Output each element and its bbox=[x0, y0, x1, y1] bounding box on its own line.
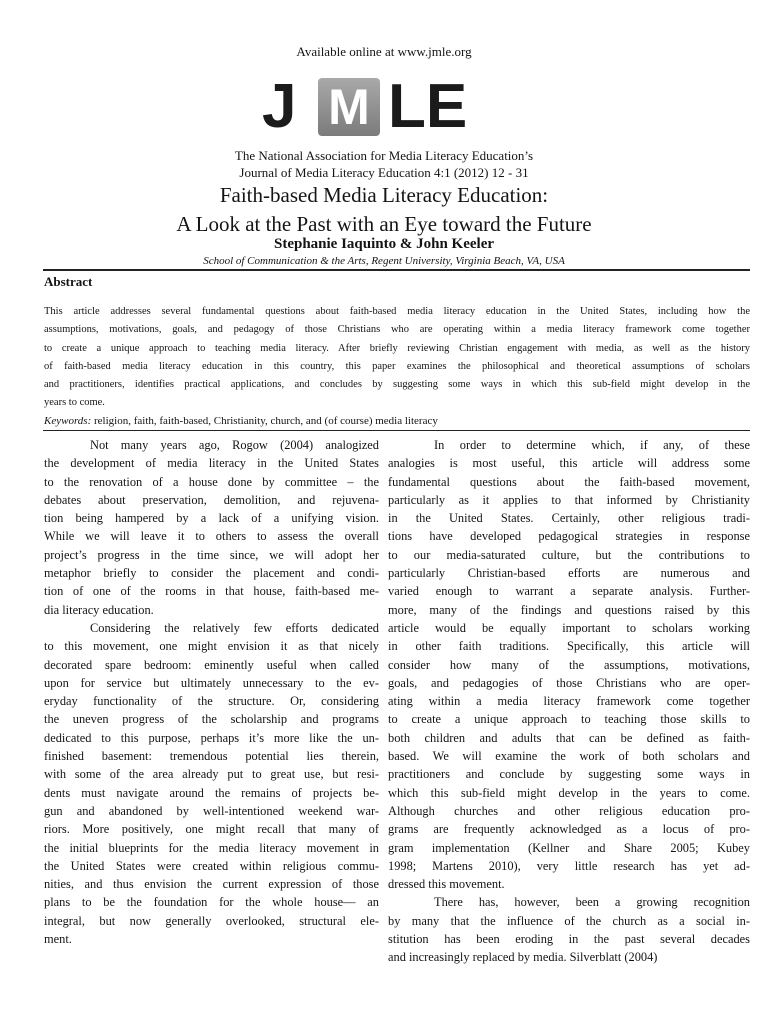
jmle-logo bbox=[256, 72, 510, 142]
body-line: tion being hampered by a lack of a unifying vision. bbox=[44, 511, 379, 526]
body-line: analogies is most useful, this article will address some bbox=[388, 456, 750, 471]
body-line: plans to be the foundation for the whole house— an bbox=[44, 895, 379, 910]
body-line: particularly Christian-based efforts are numerous and bbox=[388, 566, 750, 581]
abstract-line: of faith-based media literacy education in this country, this paper examines the philosophical and theoretical assumptions of scholars bbox=[44, 360, 750, 372]
body-line: riors. More positively, one might recall that many of bbox=[44, 822, 379, 837]
journal-citation: Journal of Media Literacy Education 4:1 (2012) 12 - 31 bbox=[239, 165, 529, 180]
body-line: ment. bbox=[44, 932, 72, 947]
body-line: gram implementation (Kellner and Share 2005; Kubey bbox=[388, 840, 750, 855]
body-line: dressed this movement. bbox=[388, 877, 505, 892]
body-line: project’s progress in the time since, we will adopt her bbox=[44, 547, 379, 562]
body-line: finished basement: tremendous potential lies therein, bbox=[44, 749, 379, 764]
abstract-rule bbox=[43, 430, 750, 431]
availability-line: Available online at www.jmle.org bbox=[296, 44, 472, 59]
body-line: Although churches and other religious education pro- bbox=[388, 803, 750, 818]
body-line: Considering the relatively few efforts dedicated bbox=[90, 620, 379, 635]
abstract-line: to create a unique approach to teaching media literacy. After briefly reviewing Christian engagement with media, as well as the history bbox=[44, 342, 750, 354]
body-line: metaphor briefly to consider the placement and condi- bbox=[44, 566, 379, 581]
body-line: In order to determine which, if any, of these bbox=[434, 438, 750, 452]
body-line: tion of one of the rooms in that house, faith-based me- bbox=[44, 584, 379, 599]
body-line: dia literacy education. bbox=[44, 602, 154, 617]
body-line: There has, however, been a growing recognition bbox=[434, 895, 750, 910]
body-line: the United States were created within religious commu- bbox=[44, 858, 379, 873]
body-line: While we will leave it to others to assess the overall bbox=[44, 529, 379, 544]
body-line: to create a unique approach to teaching those skills to bbox=[388, 712, 750, 727]
body-line: grams are frequently acknowledged as a locus of pro- bbox=[388, 822, 750, 837]
body-line: tions have developed pedagogical strategies in response bbox=[388, 529, 750, 544]
logo-letter-j: J bbox=[262, 72, 297, 141]
abstract-body bbox=[44, 303, 750, 413]
article-title-line-2: A Look at the Past with an Eye toward the Future bbox=[176, 212, 592, 236]
body-line: varied enough to warrant a separate analysis. Further- bbox=[388, 584, 750, 599]
body-line: article would be equally important to scholars working bbox=[388, 620, 750, 635]
body-line: goals, and pedagogies of those Christians who are oper- bbox=[388, 675, 750, 690]
keywords bbox=[44, 414, 750, 429]
body-line: fundamental questions about the faith-based movement, bbox=[388, 474, 750, 489]
body-line: to our media-saturated culture, but the contributions to bbox=[388, 547, 750, 562]
body-line: 1998; Martens 2010), very little research has yet ad- bbox=[388, 858, 750, 873]
body-line: the initial blueprints for the media literacy movement in bbox=[44, 840, 379, 855]
body-line: the uneven progress of the scholarship and programs bbox=[44, 712, 379, 727]
body-line: practitioners and conclude by suggesting some ways in bbox=[388, 767, 750, 782]
body-line: Not many years ago, Rogow (2004) analogized bbox=[90, 438, 379, 452]
header-rule bbox=[43, 269, 750, 271]
body-line: by many that the influence of the church as a social in- bbox=[388, 913, 750, 928]
body-line: and increasingly replaced by media. Silverblatt (2004) bbox=[388, 950, 658, 965]
body-line: in the United States. Certainly, other religious tradi- bbox=[388, 511, 750, 526]
body-line: to this movement, one might envision it as that nicely bbox=[44, 639, 379, 654]
body-line: ating within a media literacy framework come together bbox=[388, 694, 750, 709]
body-line: based. We will examine the work of both scholars and bbox=[388, 749, 750, 764]
body-line: integral, but now generally overlooked, structural ele- bbox=[44, 913, 379, 928]
abstract-line: years to come. bbox=[44, 397, 105, 409]
body-line: particularly as it applies to that informed by Christianity bbox=[388, 492, 750, 507]
abstract-line: This article addresses several fundamental questions about faith-based media literacy education in the United States, including how the bbox=[44, 306, 750, 317]
logo-letter-m: M bbox=[318, 78, 380, 136]
body-line: with some of the area already put to great use, but resi- bbox=[44, 767, 379, 782]
body-column-right bbox=[388, 436, 750, 967]
keywords-list: religion, faith, faith-based, Christianity, church, and (of course) media literacy bbox=[94, 415, 438, 427]
abstract-line: assumptions, motivations, goals, and pedagogy of those Christians who are operating within a media literacy framework come together bbox=[44, 324, 750, 336]
body-line: in other faith traditions. Specifically, this article will bbox=[388, 639, 750, 654]
body-line: more, many of the findings and questions raised by this bbox=[388, 602, 750, 617]
body-line: both children and adults that can be defined as faith- bbox=[388, 730, 750, 745]
abstract-heading: Abstract bbox=[44, 274, 93, 289]
body-line: dedicated to this purpose, perhaps it’s more like the un- bbox=[44, 730, 379, 745]
body-line: nities, and thus envision the current expression of those bbox=[44, 877, 379, 892]
body-line: eryday functionality of the structure. Or, considering bbox=[44, 694, 379, 709]
keywords-label: Keywords: bbox=[44, 415, 92, 427]
body-line: debates about preservation, demolition, and rejuvena- bbox=[44, 492, 379, 507]
body-line: gun and abandoned by well-intentioned weekend war- bbox=[44, 803, 379, 818]
association-line: The National Association for Media Literacy Education’s bbox=[234, 148, 534, 163]
article-title-line-1: Faith-based Media Literacy Education: bbox=[219, 183, 549, 207]
body-line: consider how many of the assumptions, motivations, bbox=[388, 657, 750, 672]
body-line: stitution has been eroding in the past several decades bbox=[388, 932, 750, 947]
body-line: which this sub-field might develop in the years to come. bbox=[388, 785, 750, 800]
abstract-line: and practitioners, identifies practical applications, and concludes by suggesting some ways in which this sub-field might develop in the bbox=[44, 379, 750, 391]
body-line: decorated spare bedroom: eminently useful when called bbox=[44, 657, 379, 672]
body-line: upon for service but ultimately unnecessary to the ev- bbox=[44, 675, 379, 690]
body-line: to the renovation of a house done by committee – the bbox=[44, 474, 379, 489]
logo-letters-le: LE bbox=[388, 72, 468, 141]
affiliation: School of Communication & the Arts, Regent University, Virginia Beach, VA, USA bbox=[203, 255, 565, 267]
body-column-left bbox=[44, 436, 379, 948]
body-line: the development of media literacy in the United States bbox=[44, 456, 379, 471]
body-line: dents must navigate around the remains of projects be- bbox=[44, 785, 379, 800]
authors: Stephanie Iaquinto & John Keeler bbox=[273, 236, 495, 252]
